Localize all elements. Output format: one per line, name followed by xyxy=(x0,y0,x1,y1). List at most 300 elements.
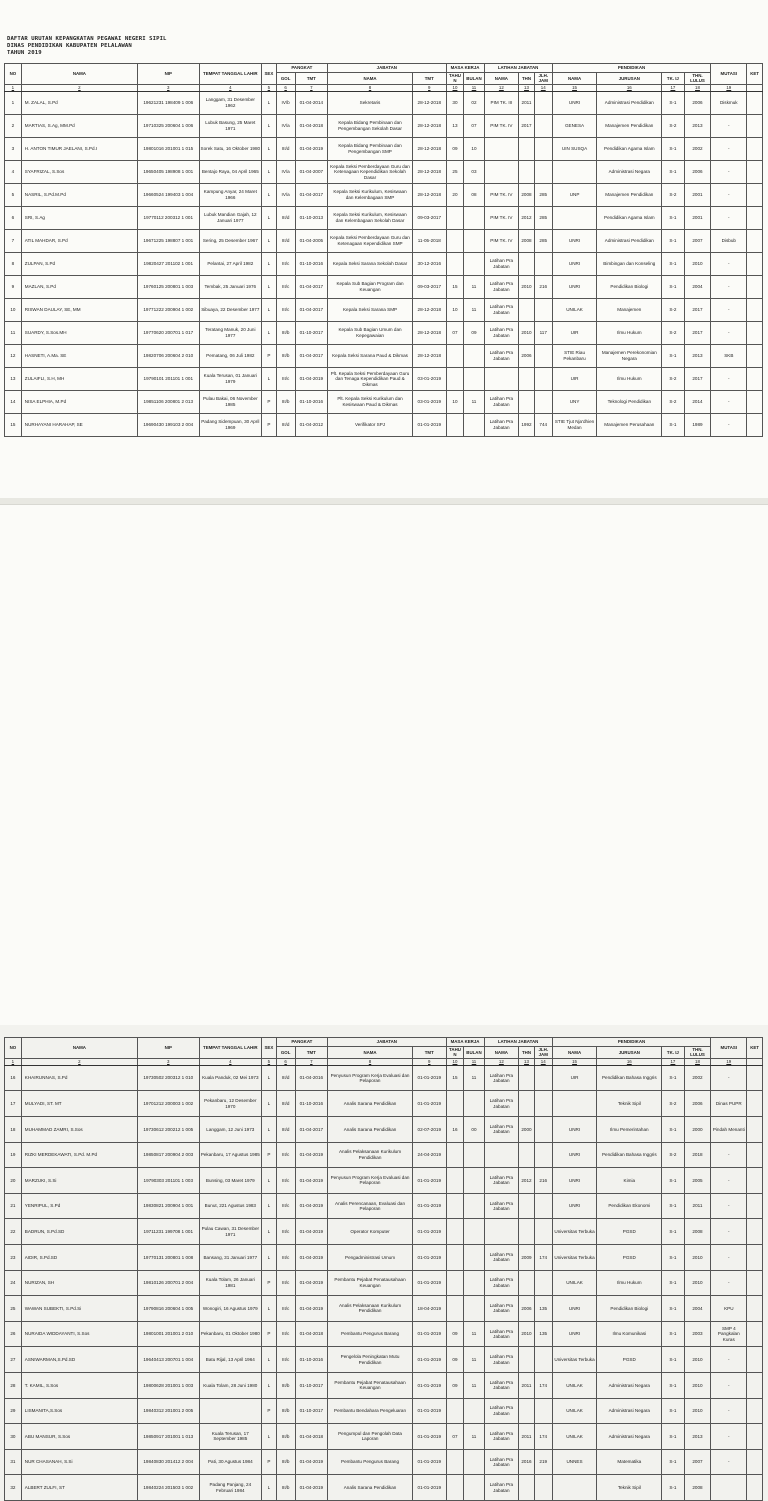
cell-masa-bulan xyxy=(464,1296,484,1322)
cell-nama: BADRUN, S.Pd.SD xyxy=(21,1219,137,1245)
cell-masa-tahun: 30 xyxy=(446,91,464,114)
cell-gol: III/b xyxy=(276,321,295,344)
cell-tk-ij: S-1 xyxy=(662,1475,684,1501)
cell-tk-ij: S-1 xyxy=(662,1424,684,1450)
cell-tmt-jabatan: 09-03-2017 xyxy=(413,275,447,298)
cell-latihan-jam: 174 xyxy=(534,1372,552,1398)
cell-thn-lulus: 2017 xyxy=(684,298,711,321)
cell-jurusan: Administrasi Pendidikan xyxy=(597,229,662,252)
cell-ttl: Pekanbaru, 17 Agustus 1985 xyxy=(199,1142,262,1168)
cell-latihan-jam: 744 xyxy=(534,413,552,436)
cell-ket xyxy=(747,1270,763,1296)
cell-no: 22 xyxy=(5,1219,22,1245)
column-number: 19 xyxy=(711,84,747,91)
cell-masa-bulan: 11 xyxy=(464,1065,484,1091)
cell-latihan: Latihan Pra Jabatan xyxy=(484,1091,519,1117)
cell-masa-tahun: 09 xyxy=(446,1347,464,1373)
cell-masa-bulan: 07 xyxy=(464,114,484,137)
cell-mutasi: - xyxy=(711,114,747,137)
cell-masa-bulan: 11 xyxy=(464,1321,484,1347)
cell-tk-ij: S-1 xyxy=(662,1065,684,1091)
cell-mutasi: SKB xyxy=(711,344,747,367)
cell-pendidikan: UNRI xyxy=(552,1117,597,1143)
cell-gol: III/d xyxy=(276,1065,295,1091)
cell-thn-lulus: 2018 xyxy=(684,1142,711,1168)
cell-latihan-thn xyxy=(519,1270,535,1296)
cell-tk-ij: S-2 xyxy=(662,114,684,137)
cell-pendidikan: UNP xyxy=(552,183,597,206)
cell-no: 9 xyxy=(5,275,22,298)
title-line-1: DAFTAR URUTAN KEPANGKATAN PEGAWAI NEGERI SIPIL xyxy=(7,36,167,42)
col-nama: NAMA xyxy=(21,1038,137,1059)
cell-ket xyxy=(747,1091,763,1117)
cell-masa-tahun: 15 xyxy=(446,1065,464,1091)
cell-nama: ABU MANSUR, S.Sos xyxy=(21,1424,137,1450)
cell-ket xyxy=(747,1449,763,1475)
cell-pendidikan: UIN SUSQA xyxy=(552,137,597,160)
cell-pendidikan xyxy=(552,160,597,183)
cell-pendidikan: UNRI xyxy=(552,252,597,275)
cell-sex: L xyxy=(262,1244,277,1270)
cell-pendidikan: Universitas Terbuka xyxy=(552,1244,597,1270)
table-row xyxy=(5,137,763,160)
column-number: 8 xyxy=(328,1058,413,1065)
col-nama: NAMA xyxy=(21,64,137,85)
cell-tmt-jabatan: 01-01-2019 xyxy=(413,1449,447,1475)
column-number: 12 xyxy=(484,1058,519,1065)
cell-latihan-thn: 2012 xyxy=(519,206,535,229)
cell-mutasi: - xyxy=(711,1244,747,1270)
cell-nama: MARTIAS, S.Ag, MM.Pd xyxy=(21,114,137,137)
column-number: 9 xyxy=(413,84,447,91)
cell-ttl: Bansang, 31 Januari 1977 xyxy=(199,1244,262,1270)
column-number: 12 xyxy=(484,84,519,91)
cell-no: 18 xyxy=(5,1117,22,1143)
col-ttl: TEMPAT TANGGAL LAHIR xyxy=(199,1038,262,1059)
cell-gol: III/d xyxy=(276,1117,295,1143)
cell-gol: III/b xyxy=(276,344,295,367)
cell-tmt: 01-04-2014 xyxy=(295,91,327,114)
col-pangkat: PANGKAT xyxy=(276,1038,327,1047)
cell-no: 20 xyxy=(5,1168,22,1194)
cell-tk-ij: S-1 xyxy=(662,1296,684,1322)
cell-masa-bulan xyxy=(464,1270,484,1296)
col-tahun: TAHUN xyxy=(446,1047,464,1059)
cell-nama: ZULAIFLI, S.H, MH xyxy=(21,367,137,390)
cell-latihan: Latihan Pra Jabatan xyxy=(484,1449,519,1475)
cell-ket xyxy=(747,1347,763,1373)
cell-latihan-jam xyxy=(534,1219,552,1245)
table-row xyxy=(5,367,763,390)
cell-latihan: Latihan Pra Jabatan xyxy=(484,1424,519,1450)
cell-ttl: Kuala Panduk, 02 Mei 1973 xyxy=(199,1065,262,1091)
column-number: 13 xyxy=(519,1058,535,1065)
cell-tmt-jabatan: 28-12-2018 xyxy=(413,91,447,114)
cell-ket xyxy=(747,1296,763,1322)
cell-no: 2 xyxy=(5,114,22,137)
cell-latihan-jam xyxy=(534,114,552,137)
cell-thn-lulus: 2010 xyxy=(684,1270,711,1296)
cell-nip: 19770620 200701 1 017 xyxy=(138,321,199,344)
cell-thn-lulus: 2005 xyxy=(684,1168,711,1194)
cell-tmt: 01-04-2019 xyxy=(295,367,327,390)
cell-tmt-jabatan: 01-01-2019 xyxy=(413,1475,447,1501)
cell-mutasi: - xyxy=(711,1168,747,1194)
cell-jurusan: Manajemen xyxy=(597,298,662,321)
cell-ttl: Bunut, 221 Agustus 1983 xyxy=(199,1193,262,1219)
cell-tmt: 01-04-2019 xyxy=(295,1270,327,1296)
cell-ket xyxy=(747,229,763,252)
cell-tmt-jabatan: 01-01-2019 xyxy=(413,1398,447,1424)
cell-jurusan: Pendidikan Bahasa Inggris xyxy=(597,1065,662,1091)
cell-latihan-jam xyxy=(534,1475,552,1501)
cell-thn-lulus: 2007 xyxy=(684,229,711,252)
cell-tmt: 01-04-2016 xyxy=(295,1065,327,1091)
cell-latihan-jam xyxy=(534,91,552,114)
cell-gol: III/c xyxy=(276,1321,295,1347)
cell-pendidikan xyxy=(552,1091,597,1117)
cell-nama: MARZUKI, S.Si xyxy=(21,1168,137,1194)
column-number: 4 xyxy=(199,1058,262,1065)
cell-thn-lulus: 2006 xyxy=(684,91,711,114)
cell-masa-tahun xyxy=(446,252,464,275)
table-body xyxy=(5,1065,763,1500)
column-number-row xyxy=(5,84,763,91)
cell-nip: 19710325 200604 1 006 xyxy=(138,114,199,137)
cell-gol: IV/a xyxy=(276,183,295,206)
cell-ttl: Tembak, 25 Januari 1976 xyxy=(199,275,262,298)
cell-pendidikan: UNRI xyxy=(552,1168,597,1194)
cell-sex: L xyxy=(262,114,277,137)
column-number: 15 xyxy=(552,84,597,91)
column-number: 11 xyxy=(464,1058,484,1065)
cell-thn-lulus: 1989 xyxy=(684,413,711,436)
cell-nip: 19830821 200904 1 001 xyxy=(138,1193,199,1219)
cell-ttl: Teratang Manuk, 20 Juni 1977 xyxy=(199,321,262,344)
sheet-page-2 xyxy=(0,504,768,1493)
col-ket: KET xyxy=(747,64,763,85)
cell-masa-bulan xyxy=(464,344,484,367)
cell-masa-bulan xyxy=(464,252,484,275)
cell-jurusan: Administrasi Negara xyxy=(597,1372,662,1398)
cell-tk-ij: S-2 xyxy=(662,367,684,390)
cell-nip: 19770131 200801 1 008 xyxy=(138,1244,199,1270)
cell-latihan: Latihan Pra Jabatan xyxy=(484,252,519,275)
cell-latihan: Latihan Pra Jabatan xyxy=(484,321,519,344)
col-jurusan: JURUSAN xyxy=(597,73,662,85)
cell-latihan: Latihan Pra Jabatan xyxy=(484,1347,519,1373)
cell-nama: ZULPAN, S.Pd xyxy=(21,252,137,275)
cell-mutasi: Disbub xyxy=(711,229,747,252)
cell-latihan-thn: 2017 xyxy=(519,114,535,137)
cell-mutasi: - xyxy=(711,321,747,344)
cell-pendidikan: UNRI xyxy=(552,1142,597,1168)
cell-ket xyxy=(747,1398,763,1424)
cell-masa-tahun: 09 xyxy=(446,1321,464,1347)
cell-jabatan: Analis Sarana Pendidikan xyxy=(328,1475,413,1501)
cell-masa-tahun: 09 xyxy=(446,1372,464,1398)
cell-no: 21 xyxy=(5,1193,22,1219)
cell-masa-tahun: 25 xyxy=(446,160,464,183)
cell-masa-tahun xyxy=(446,1270,464,1296)
cell-latihan-thn xyxy=(519,1475,535,1501)
cell-tmt: 01-04-2018 xyxy=(295,1321,327,1347)
table-row xyxy=(5,1372,763,1398)
cell-jabatan: Pembantu Pengurus Barang xyxy=(328,1321,413,1347)
cell-latihan-jam xyxy=(534,137,552,160)
col-tmt: TMT xyxy=(295,73,327,85)
table-row xyxy=(5,1424,763,1450)
cell-gol: III/c xyxy=(276,275,295,298)
cell-latihan-thn xyxy=(519,252,535,275)
col-tk-ij: TK. IJ xyxy=(662,73,684,85)
cell-nip: 19810126 200701 2 004 xyxy=(138,1270,199,1296)
cell-jurusan: Manajemen Pendidikan xyxy=(597,114,662,137)
cell-sex: L xyxy=(262,229,277,252)
cell-masa-bulan xyxy=(464,206,484,229)
cell-masa-tahun: 07 xyxy=(446,321,464,344)
cell-mutasi: - xyxy=(711,183,747,206)
cell-jurusan: PGSD xyxy=(597,1347,662,1373)
cell-jabatan: Kepala Seksi Kurikulum, Kesiswaan dan Kelembagaan Sekolah Dasar xyxy=(328,206,413,229)
cell-gol: III/b xyxy=(276,1424,295,1450)
cell-tmt: 01-04-2007 xyxy=(295,160,327,183)
cell-tk-ij: S-1 xyxy=(662,275,684,298)
cell-nama: SYAFRIZAL, S.Sos xyxy=(21,160,137,183)
col-no: NO xyxy=(5,64,22,85)
column-number: 17 xyxy=(662,84,684,91)
cell-tmt: 01-04-2017 xyxy=(295,183,327,206)
cell-jurusan: Administrasi Negara xyxy=(597,1424,662,1450)
cell-sex: L xyxy=(262,1296,277,1322)
cell-masa-tahun: 09 xyxy=(446,137,464,160)
cell-thn-lulus: 2004 xyxy=(684,1296,711,1322)
cell-tk-ij: S-1 xyxy=(662,91,684,114)
cell-masa-bulan: 02 xyxy=(464,91,484,114)
cell-thn-lulus: 2013 xyxy=(684,1424,711,1450)
column-number: 6 xyxy=(276,84,295,91)
cell-tmt: 01-10-2016 xyxy=(295,1347,327,1373)
cell-ket xyxy=(747,1193,763,1219)
cell-no: 7 xyxy=(5,229,22,252)
cell-jabatan: Operator Komputer xyxy=(328,1219,413,1245)
cell-nama: SRI, S.Ag xyxy=(21,206,137,229)
cell-tmt-jabatan: 28-12-2018 xyxy=(413,137,447,160)
cell-latihan-jam xyxy=(534,252,552,275)
cell-latihan-jam xyxy=(534,367,552,390)
col-latihan-jabatan: LATIHAN JABATAN xyxy=(484,64,552,73)
cell-sex: P xyxy=(262,390,277,413)
cell-tmt-jabatan: 01-01-2019 xyxy=(413,1424,447,1450)
cell-thn-lulus: 2007 xyxy=(684,1449,711,1475)
col-no: NO xyxy=(5,1038,22,1059)
cell-latihan-thn: 2008 xyxy=(519,183,535,206)
cell-tmt: 01-04-2019 xyxy=(295,1449,327,1475)
cell-gol: III/c xyxy=(276,1219,295,1245)
cell-latihan xyxy=(484,367,519,390)
cell-nip: 19790816 200604 1 005 xyxy=(138,1296,199,1322)
cell-nama: AIDIR, S.Pd.SD xyxy=(21,1244,137,1270)
cell-nama: T. KAMIL, S.Sos xyxy=(21,1372,137,1398)
col-jab-tmt: TMT xyxy=(413,73,447,85)
cell-ket xyxy=(747,413,763,436)
table-row xyxy=(5,1398,763,1424)
cell-thn-lulus: 2013 xyxy=(684,344,711,367)
col-jab-nama: NAMA xyxy=(328,73,413,85)
cell-mutasi: - xyxy=(711,390,747,413)
cell-latihan-thn xyxy=(519,1142,535,1168)
cell-tk-ij: S-1 xyxy=(662,206,684,229)
cell-jabatan: Kepala Seksi Sarana SMP xyxy=(328,298,413,321)
col-thn-lulus: THN. LULUS xyxy=(684,73,711,85)
table-row xyxy=(5,390,763,413)
cell-nama: NASRIL, S.Pd.M.Pd xyxy=(21,183,137,206)
cell-latihan: Latihan Pra Jabatan xyxy=(484,1475,519,1501)
cell-tk-ij: S-2 xyxy=(662,390,684,413)
col-mutasi: MUTASI xyxy=(711,64,747,85)
cell-tmt-jabatan: 28-12-2018 xyxy=(413,160,447,183)
cell-jurusan: Manajemen Pendidikan xyxy=(597,183,662,206)
table-row xyxy=(5,1270,763,1296)
cell-masa-bulan: 03 xyxy=(464,160,484,183)
cell-masa-tahun xyxy=(446,1091,464,1117)
cell-tk-ij: S-2 xyxy=(662,298,684,321)
cell-thn-lulus: 2010 xyxy=(684,1398,711,1424)
cell-ket xyxy=(747,114,763,137)
cell-latihan-jam xyxy=(534,1270,552,1296)
cell-sex: L xyxy=(262,321,277,344)
column-number: 17 xyxy=(662,1058,684,1065)
cell-ket xyxy=(747,1168,763,1194)
cell-mutasi: SMP 4 Pangkalan Kuras xyxy=(711,1321,747,1347)
cell-jabatan: Analis Perencanaan, Evaluasi dan Pelaporan xyxy=(328,1193,413,1219)
cell-latihan-thn: 2009 xyxy=(519,1244,535,1270)
cell-latihan: Latihan Pra Jabatan xyxy=(484,1117,519,1143)
cell-nama: NURAIDA WIDDAYANTI, S.Sos xyxy=(21,1321,137,1347)
cell-pendidikan: UNRI xyxy=(552,229,597,252)
cell-mutasi: Diskmuk xyxy=(711,91,747,114)
cell-ket xyxy=(747,1321,763,1347)
cell-latihan: Latihan Pra Jabatan xyxy=(484,1244,519,1270)
cell-nip: 19851106 200801 2 013 xyxy=(138,390,199,413)
cell-gol: III/b xyxy=(276,1398,295,1424)
cell-masa-tahun: 16 xyxy=(446,1117,464,1143)
cell-thn-lulus: 2011 xyxy=(684,1193,711,1219)
cell-ttl: Bunsing, 03 Maret 1979 xyxy=(199,1168,262,1194)
table-row xyxy=(5,1168,763,1194)
cell-latihan xyxy=(484,160,519,183)
cell-ket xyxy=(747,1219,763,1245)
cell-jabatan: Kepala Sub Bagian Umum dan Kepegawaian xyxy=(328,321,413,344)
column-number xyxy=(747,1058,763,1065)
cell-no: 31 xyxy=(5,1449,22,1475)
cell-latihan-thn: 2010 xyxy=(519,321,535,344)
cell-tk-ij: S-1 xyxy=(662,344,684,367)
cell-gol: III/c xyxy=(276,1142,295,1168)
cell-tk-ij: S-2 xyxy=(662,1091,684,1117)
cell-ttl: Langgam, 12 Juni 1973 xyxy=(199,1117,262,1143)
cell-no: 10 xyxy=(5,298,22,321)
cell-thn-lulus: 2017 xyxy=(684,321,711,344)
cell-jabatan: Pembantu Bendahara Pengeluaran xyxy=(328,1398,413,1424)
cell-jurusan: Administrasi Negara xyxy=(597,160,662,183)
cell-pendidikan xyxy=(552,1475,597,1501)
cell-tmt-jabatan: 01-01-2019 xyxy=(413,1091,447,1117)
col-lat-nama: NAMA xyxy=(484,73,519,85)
cell-tmt: 01-04-2019 xyxy=(295,1219,327,1245)
column-number-row xyxy=(5,1058,763,1065)
cell-nip: 19840312 201001 2 005 xyxy=(138,1398,199,1424)
cell-mutasi xyxy=(711,1475,747,1501)
cell-jurusan: Administrasi Pendidikan xyxy=(597,91,662,114)
cell-latihan-jam: 135 xyxy=(534,1296,552,1322)
cell-latihan-jam xyxy=(534,390,552,413)
cell-latihan: Latihan Pra Jabatan xyxy=(484,413,519,436)
cell-ket xyxy=(747,183,763,206)
cell-tmt: 01-04-2019 xyxy=(295,1244,327,1270)
col-tk-ij: TK. IJ xyxy=(662,1047,684,1059)
cell-latihan-thn: 2010 xyxy=(519,1321,535,1347)
cell-nama: NISA ELPHIA, M.Pd xyxy=(21,390,137,413)
table-row xyxy=(5,91,763,114)
cell-tk-ij: S-1 xyxy=(662,252,684,275)
cell-tmt-jabatan: 09-03-2017 xyxy=(413,206,447,229)
cell-nama: HASNETI, A.Ma. SE xyxy=(21,344,137,367)
cell-jurusan: Ilmu Hukum xyxy=(597,1270,662,1296)
cell-jabatan: Pembantu Pejabat Penatausahaan Keuangan xyxy=(328,1270,413,1296)
cell-no: 1 xyxy=(5,91,22,114)
cell-pendidikan: UNILAK xyxy=(552,1372,597,1398)
cell-masa-tahun: 20 xyxy=(446,183,464,206)
cell-latihan-thn xyxy=(519,1219,535,1245)
cell-nama: RIZKI MERDEKAWATI, S.Pd. M.Pd xyxy=(21,1142,137,1168)
cell-tmt-jabatan: 01-01-2019 xyxy=(413,1321,447,1347)
column-number: 3 xyxy=(138,84,199,91)
cell-latihan: PIM TK. IV xyxy=(484,114,519,137)
cell-tmt-jabatan: 01-01-2019 xyxy=(413,1347,447,1373)
cell-gol: III/c xyxy=(276,1270,295,1296)
cell-latihan-jam xyxy=(534,1091,552,1117)
cell-ttl: Wonogiri, 16 Agustus 1979 xyxy=(199,1296,262,1322)
cell-tmt-jabatan: 01-01-2019 xyxy=(413,1219,447,1245)
cell-nip: 19760125 200801 1 003 xyxy=(138,275,199,298)
cell-latihan: Latihan Pra Jabatan xyxy=(484,1168,519,1194)
cell-ket xyxy=(747,137,763,160)
table-row xyxy=(5,1065,763,1091)
cell-mutasi: - xyxy=(711,1347,747,1373)
cell-no: 14 xyxy=(5,390,22,413)
cell-thn-lulus: 2006 xyxy=(684,1091,711,1117)
cell-ket xyxy=(747,275,763,298)
cell-no: 30 xyxy=(5,1424,22,1450)
column-number: 6 xyxy=(276,1058,295,1065)
column-number: 13 xyxy=(519,84,535,91)
cell-masa-tahun: 07 xyxy=(446,1424,464,1450)
cell-masa-tahun xyxy=(446,367,464,390)
cell-latihan xyxy=(484,1219,519,1245)
cell-thn-lulus: 2008 xyxy=(684,1219,711,1245)
cell-nama: RISWAN DAULAY, SE, MM xyxy=(21,298,137,321)
cell-sex: L xyxy=(262,91,277,114)
col-pendidikan: PENDIDIKAN xyxy=(552,1038,711,1047)
table-row xyxy=(5,206,763,229)
col-sex: SEX xyxy=(262,1038,277,1059)
cell-tmt-jabatan: 01-01-2019 xyxy=(413,1065,447,1091)
cell-mutasi: - xyxy=(711,275,747,298)
cell-ttl: Pelantai, 27 April 1982 xyxy=(199,252,262,275)
cell-tmt-jabatan: 11-05-2018 xyxy=(413,229,447,252)
cell-tk-ij: S-1 xyxy=(662,1193,684,1219)
